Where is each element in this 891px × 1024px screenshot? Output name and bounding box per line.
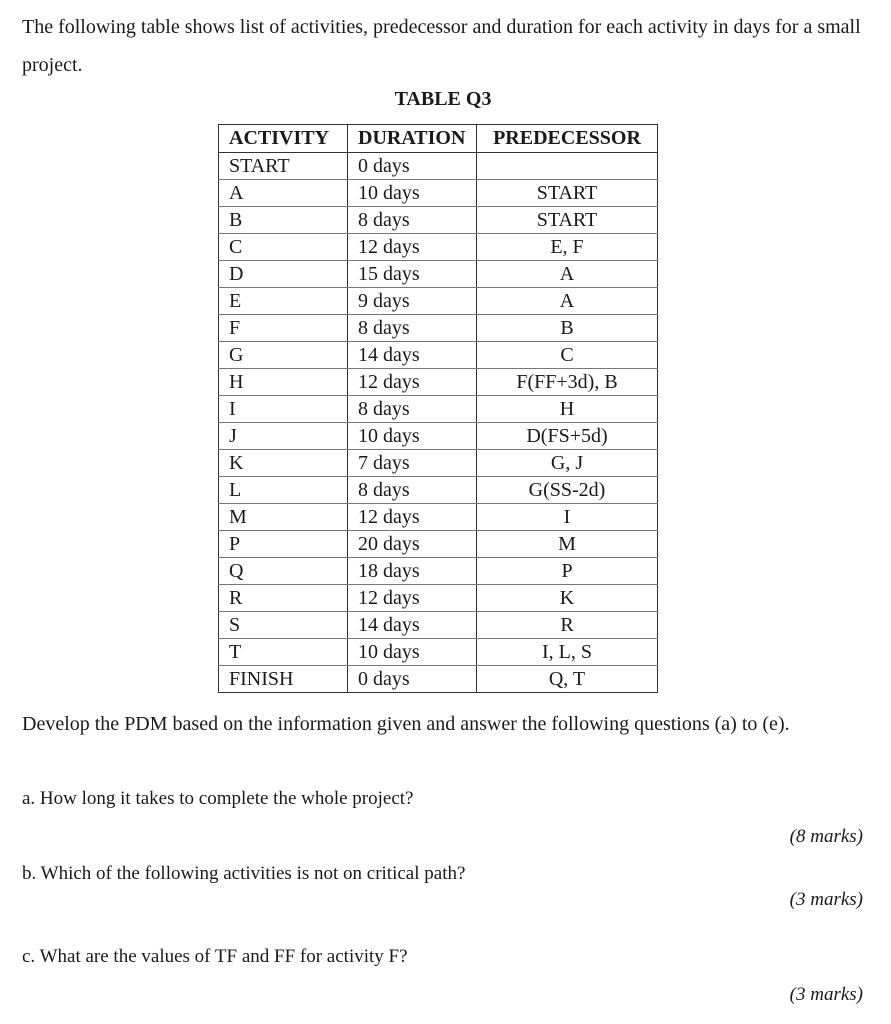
cell-duration: 18 days bbox=[348, 558, 477, 585]
cell-duration: 9 days bbox=[348, 288, 477, 315]
cell-predecessor: G, J bbox=[477, 450, 658, 477]
cell-predecessor: K bbox=[477, 585, 658, 612]
marks-c: (3 marks) bbox=[789, 984, 863, 1005]
cell-duration: 14 days bbox=[348, 612, 477, 639]
cell-activity: E bbox=[219, 288, 348, 315]
cell-predecessor: F(FF+3d), B bbox=[477, 369, 658, 396]
cell-predecessor: M bbox=[477, 531, 658, 558]
cell-activity: M bbox=[219, 504, 348, 531]
cell-duration: 8 days bbox=[348, 315, 477, 342]
table-row bbox=[219, 423, 658, 450]
cell-duration: 8 days bbox=[348, 207, 477, 234]
cell-activity: R bbox=[219, 585, 348, 612]
cell-activity: T bbox=[219, 639, 348, 666]
table-row bbox=[219, 153, 658, 180]
table-row bbox=[219, 261, 658, 288]
cell-duration: 10 days bbox=[348, 639, 477, 666]
table-row bbox=[219, 234, 658, 261]
cell-predecessor: R bbox=[477, 612, 658, 639]
cell-predecessor: START bbox=[477, 207, 658, 234]
cell-activity: Q bbox=[219, 558, 348, 585]
table-row bbox=[219, 477, 658, 504]
cell-activity: D bbox=[219, 261, 348, 288]
cell-predecessor: I, L, S bbox=[477, 639, 658, 666]
table-row bbox=[219, 180, 658, 207]
table-row bbox=[219, 666, 658, 693]
header-duration: DURATION bbox=[348, 125, 477, 153]
cell-duration: 20 days bbox=[348, 531, 477, 558]
cell-duration: 12 days bbox=[348, 585, 477, 612]
cell-duration: 14 days bbox=[348, 342, 477, 369]
cell-activity: P bbox=[219, 531, 348, 558]
cell-activity: F bbox=[219, 315, 348, 342]
cell-predecessor: E, F bbox=[477, 234, 658, 261]
cell-predecessor: A bbox=[477, 288, 658, 315]
header-activity: ACTIVITY bbox=[219, 125, 348, 153]
marks-a: (8 marks) bbox=[789, 826, 863, 847]
table-row bbox=[219, 639, 658, 666]
table-row bbox=[219, 396, 658, 423]
activity-table bbox=[218, 124, 658, 693]
cell-duration: 12 days bbox=[348, 234, 477, 261]
table-title-text: TABLE Q3 bbox=[394, 88, 492, 110]
table-row bbox=[219, 369, 658, 396]
table-body bbox=[219, 153, 658, 693]
cell-duration: 10 days bbox=[348, 423, 477, 450]
cell-predecessor: Q, T bbox=[477, 666, 658, 693]
cell-activity: B bbox=[219, 207, 348, 234]
cell-activity: I bbox=[219, 396, 348, 423]
cell-duration: 15 days bbox=[348, 261, 477, 288]
table-row bbox=[219, 207, 658, 234]
cell-activity: G bbox=[219, 342, 348, 369]
cell-predecessor: START bbox=[477, 180, 658, 207]
cell-duration: 7 days bbox=[348, 450, 477, 477]
intro-paragraph: The following table shows list of activities, predecessor and duration for each activity in days for a small project. bbox=[22, 16, 861, 76]
cell-activity: K bbox=[219, 450, 348, 477]
table-row bbox=[219, 315, 658, 342]
cell-activity: L bbox=[219, 477, 348, 504]
instruction-text: Develop the PDM based on the information given and answer the following questions (a) to (e). bbox=[22, 713, 790, 735]
cell-predecessor: G(SS-2d) bbox=[477, 477, 658, 504]
table-row bbox=[219, 504, 658, 531]
cell-activity: J bbox=[219, 423, 348, 450]
cell-duration: 10 days bbox=[348, 180, 477, 207]
marks-b: (3 marks) bbox=[789, 889, 863, 910]
cell-activity: FINISH bbox=[219, 666, 348, 693]
cell-activity: S bbox=[219, 612, 348, 639]
table-title bbox=[0, 88, 891, 111]
cell-predecessor: A bbox=[477, 261, 658, 288]
header-predecessor: PREDECESSOR bbox=[477, 125, 658, 153]
cell-activity: A bbox=[219, 180, 348, 207]
cell-predecessor: P bbox=[477, 558, 658, 585]
cell-predecessor: H bbox=[477, 396, 658, 423]
table-row bbox=[219, 612, 658, 639]
table-row bbox=[219, 288, 658, 315]
question-a: a. How long it takes to complete the whole project? bbox=[22, 788, 414, 809]
table-row bbox=[219, 531, 658, 558]
cell-predecessor: I bbox=[477, 504, 658, 531]
cell-duration: 0 days bbox=[348, 153, 477, 180]
cell-duration: 12 days bbox=[348, 504, 477, 531]
cell-predecessor bbox=[477, 153, 658, 180]
table-row bbox=[219, 585, 658, 612]
question-b: b. Which of the following activities is not on critical path? bbox=[22, 863, 466, 884]
cell-predecessor: D(FS+5d) bbox=[477, 423, 658, 450]
cell-predecessor: B bbox=[477, 315, 658, 342]
table-row bbox=[219, 342, 658, 369]
cell-predecessor: C bbox=[477, 342, 658, 369]
question-c: c. What are the values of TF and FF for activity F? bbox=[22, 946, 408, 967]
table-header-row bbox=[219, 125, 658, 153]
table-row bbox=[219, 450, 658, 477]
cell-duration: 0 days bbox=[348, 666, 477, 693]
table-row bbox=[219, 558, 658, 585]
cell-duration: 8 days bbox=[348, 396, 477, 423]
cell-activity: H bbox=[219, 369, 348, 396]
cell-duration: 8 days bbox=[348, 477, 477, 504]
cell-duration: 12 days bbox=[348, 369, 477, 396]
cell-activity: START bbox=[219, 153, 348, 180]
cell-activity: C bbox=[219, 234, 348, 261]
